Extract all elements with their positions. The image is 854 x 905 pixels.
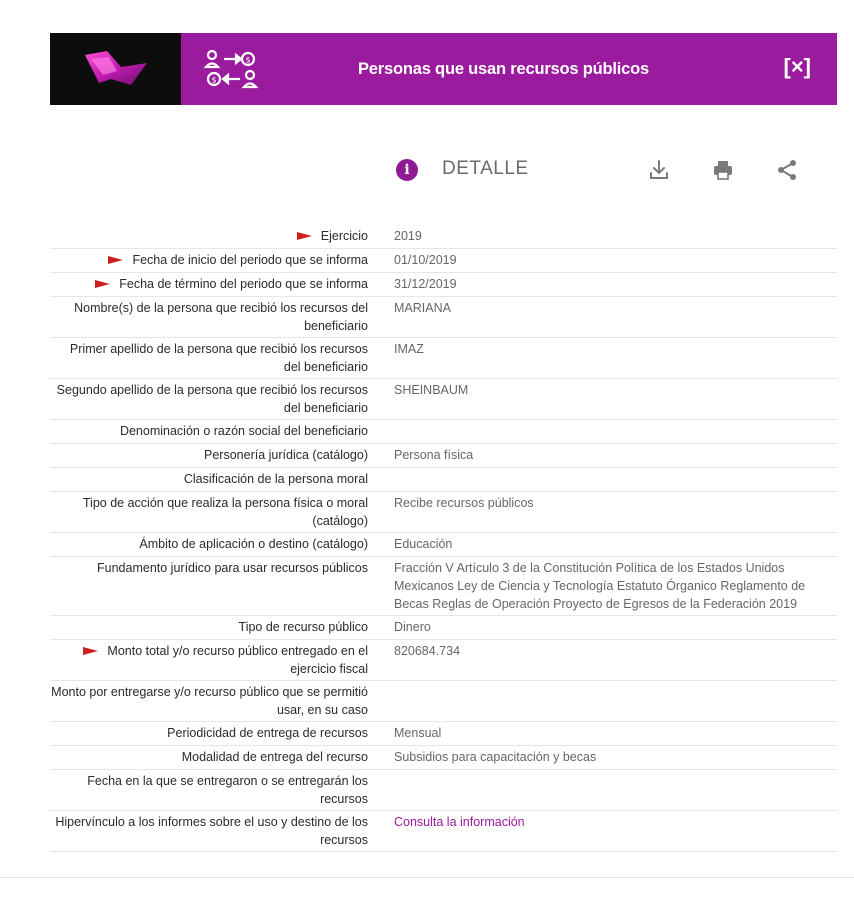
row-value-text: MARIANA [394,301,451,315]
red-flag-marker-icon [95,280,110,288]
row-label-text: Tipo de acción que realiza la persona física o moral (catálogo) [82,496,368,528]
row-value [368,533,837,556]
row-value-text: Subsidios para capacitación y becas [394,750,597,764]
table-row [50,492,837,533]
row-label-text: Clasificación de la persona moral [183,472,368,486]
row-value [368,444,837,467]
table-row [50,420,837,444]
share-icon[interactable] [775,158,799,182]
row-label-text: Nombre(s) de la persona que recibió los recursos del beneficiario [74,301,368,333]
svg-text:$: $ [211,75,217,85]
row-label-text: Ámbito de aplicación o destino (catálogo) [139,537,368,551]
report-link[interactable]: Consulta la información [394,815,525,829]
row-label [50,746,368,769]
row-label-text: Fecha en la que se entregaron o se entregarán los recursos [87,774,368,806]
table-row [50,557,837,616]
red-flag-marker-icon [108,256,123,264]
row-label-text: Tipo de recurso público [238,620,368,634]
row-label-text: Periodicidad de entrega de recursos [167,726,368,740]
row-label [50,468,368,491]
table-row [50,444,837,468]
row-label-text: Fecha de inicio del periodo que se informa [132,253,368,267]
row-value [368,557,837,615]
row-label [50,444,368,467]
row-label-text: Segundo apellido de la persona que recibió los recursos del beneficiario [56,383,368,415]
row-value-text: SHEINBAUM [394,383,469,397]
detail-heading: DETALLE [442,158,529,179]
row-value [368,681,837,721]
row-value-text: Dinero [394,620,431,634]
row-value [368,249,837,272]
row-label [50,681,368,721]
table-row [50,616,837,640]
row-value [368,492,837,532]
row-label [50,338,368,378]
row-label [50,770,368,810]
row-value [368,616,837,639]
row-label [50,225,368,248]
page-title: Personas que usan recursos públicos [357,59,649,78]
row-value [368,379,837,419]
row-label [50,557,368,615]
row-value [368,468,837,491]
row-value [368,722,837,745]
row-value [368,746,837,769]
row-label [50,811,368,851]
table-row [50,811,837,852]
row-value [368,420,837,443]
table-row [50,640,837,681]
row-label [50,297,368,337]
row-label [50,616,368,639]
table-row [50,468,837,492]
row-label-text: Monto total y/o recurso público entregado en el ejercicio fiscal [107,644,368,676]
row-label-text: Personería jurídica (catálogo) [204,448,368,462]
row-label [50,420,368,443]
row-label [50,722,368,745]
row-value-text: IMAZ [394,342,424,356]
row-value [368,273,837,296]
print-icon[interactable] [711,158,735,182]
table-row [50,379,837,420]
row-value [368,640,837,680]
row-label [50,533,368,556]
table-row [50,770,837,811]
table-row [50,297,837,338]
table-row [50,722,837,746]
pink-ribbon-logo-icon [81,49,151,89]
row-value [368,770,837,810]
table-row [50,338,837,379]
table-row [50,225,837,249]
row-value [368,811,837,851]
row-value-text: 31/12/2019 [394,277,457,291]
download-icon[interactable] [647,158,671,182]
row-label [50,379,368,419]
row-value-text: Fracción V Artículo 3 de la Constitución Política de los Estados Unidos Mexicanos Ley de Ciencia y Tecnología Estatuto Órganico Reglamento de Becas Reglas de Operación Proyecto de Egresos de la Federación 2019 [394,561,806,611]
row-label-text: Primer apellido de la persona que recibió los recursos del beneficiario [69,342,368,374]
divider [0,877,854,878]
table-row [50,273,837,297]
row-value-text: 2019 [394,229,422,243]
row-label-text: Denominación o razón social del beneficiario [119,424,368,438]
row-label [50,273,368,296]
row-value-text: Persona física [394,448,474,462]
row-label [50,640,368,680]
row-label-text: Monto por entregarse y/o recurso público que se permitió usar, en su caso [51,685,368,717]
detail-table [50,225,837,852]
row-value [368,297,837,337]
row-label-text: Fundamento jurídico para usar recursos públicos [97,561,368,575]
table-row [50,533,837,557]
row-label-text: Ejercicio [320,229,368,243]
logo [50,33,181,105]
row-value-text: Recibe recursos públicos [394,496,534,510]
red-flag-marker-icon [83,647,98,655]
table-row [50,249,837,273]
row-value [368,338,837,378]
row-label-text: Hipervínculo a los informes sobre el uso y destino de los recursos [55,815,368,847]
row-value-text: Educación [394,537,453,551]
info-icon: i [396,159,418,181]
table-row [50,681,837,722]
svg-text:$: $ [245,55,251,65]
detail-toolbar [390,150,810,190]
row-label [50,249,368,272]
row-value [368,225,837,248]
row-value-text: Mensual [394,726,442,740]
close-button[interactable]: [×] [783,54,811,79]
app-header [50,33,837,105]
row-label [50,492,368,532]
row-value-text: 01/10/2019 [394,253,457,267]
row-label-text: Fecha de término del periodo que se informa [119,277,368,291]
row-value-text: 820684.734 [394,644,461,658]
table-row [50,746,837,770]
row-label-text: Modalidad de entrega del recurso [181,750,368,764]
red-flag-marker-icon [297,232,312,240]
